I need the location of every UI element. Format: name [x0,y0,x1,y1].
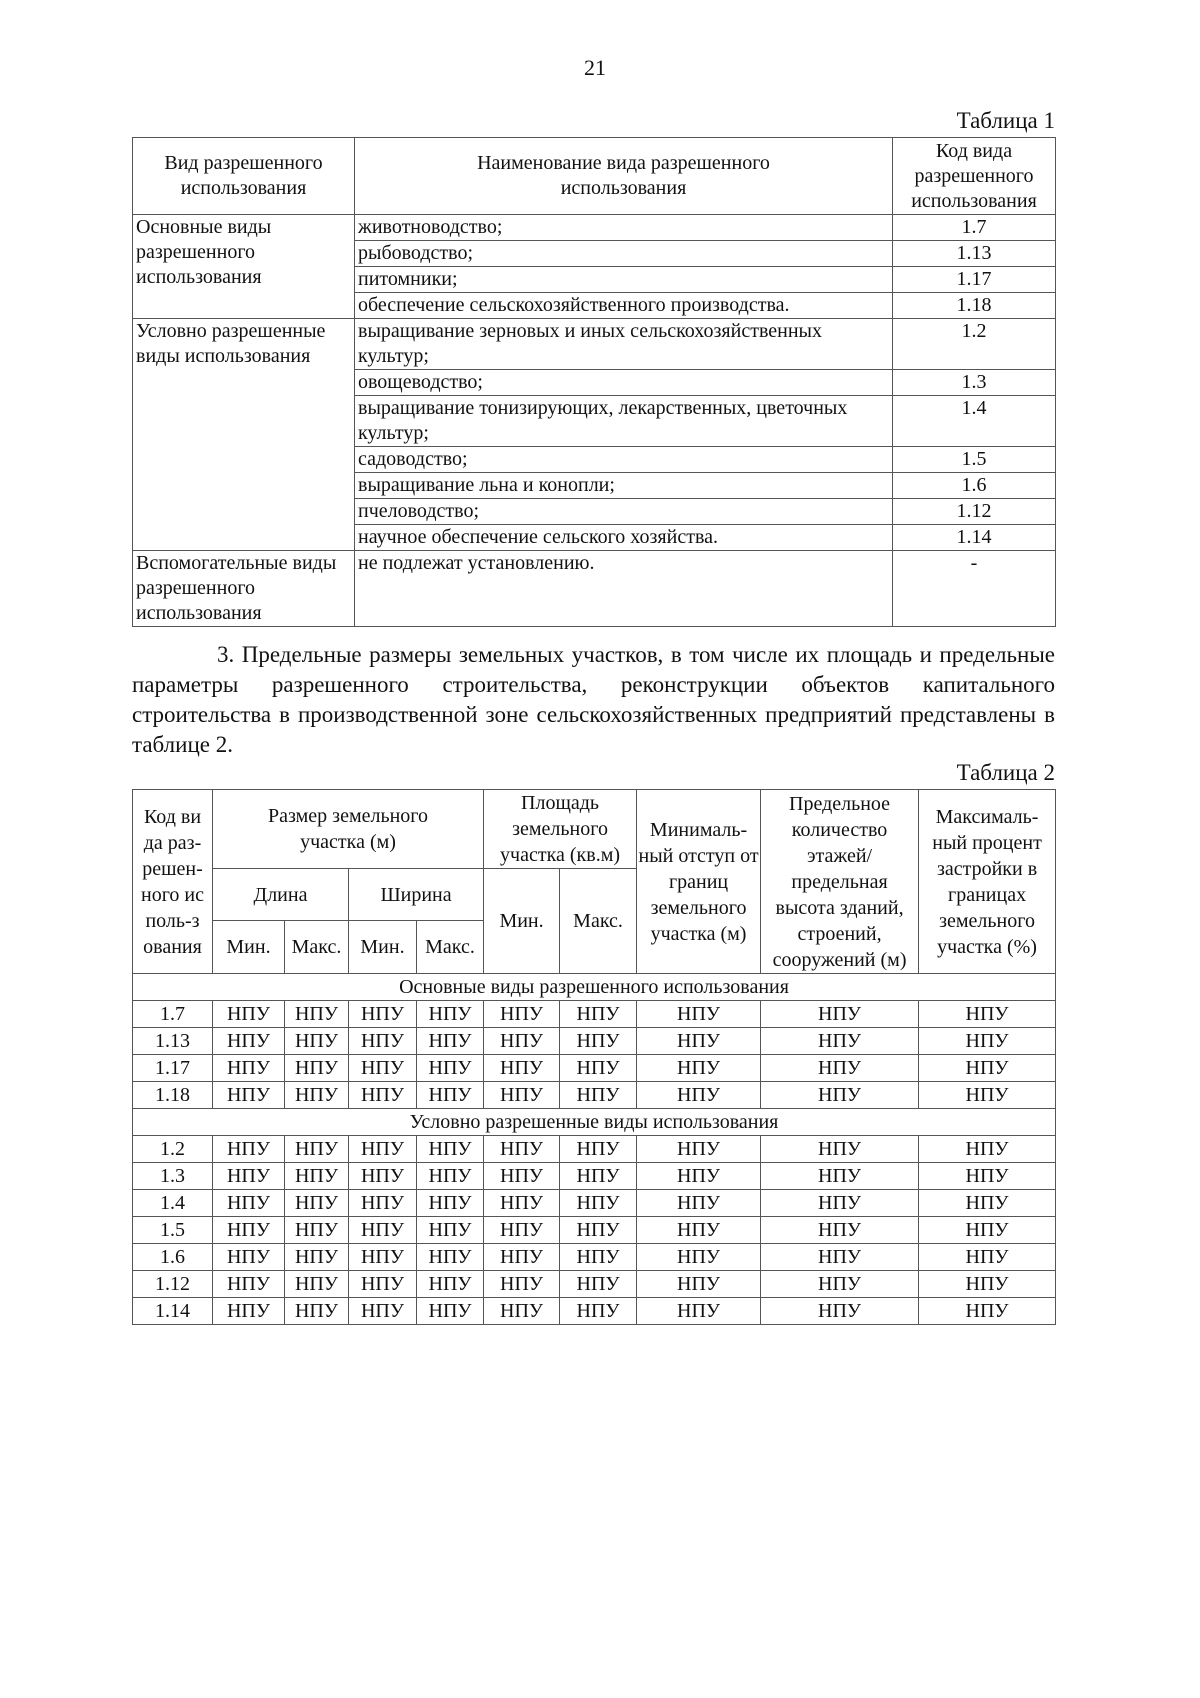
use-code: 1.17 [893,267,1056,293]
table-row [133,1190,1056,1217]
value-cell: НПУ [213,1298,285,1325]
header-length: Длина [213,869,349,921]
value-cell: НПУ [560,1001,637,1028]
group-label: Вспомогательные виды разрешенного использования [133,551,355,627]
value-cell: НПУ [285,1298,349,1325]
value-cell: НПУ [761,1163,919,1190]
value-cell: НПУ [349,1217,417,1244]
value-cell: НПУ [560,1271,637,1298]
use-code: 1.3 [893,370,1056,396]
value-cell: НПУ [919,1163,1056,1190]
value-cell: НПУ [285,1082,349,1109]
use-name: питомники; [355,267,893,293]
value-cell: НПУ [349,1001,417,1028]
use-code: - [893,551,1056,627]
header-width: Ширина [349,869,484,921]
table-row [133,1082,1056,1109]
value-cell: НПУ [761,1055,919,1082]
header-area-max: Макс. [560,869,637,974]
value-cell: НПУ [285,1190,349,1217]
value-cell: НПУ [417,1163,484,1190]
use-name: обеспечение сельскохозяйственного производства. [355,293,893,319]
header-length-min: Мин. [213,921,285,974]
value-cell: НПУ [560,1082,637,1109]
use-code-cell: 1.17 [133,1055,213,1082]
value-cell: НПУ [285,1055,349,1082]
value-cell: НПУ [417,1136,484,1163]
value-cell: НПУ [761,1244,919,1271]
value-cell: НПУ [349,1082,417,1109]
use-code-cell: 1.3 [133,1163,213,1190]
value-cell: НПУ [417,1298,484,1325]
use-name: не подлежат установлению. [355,551,893,627]
value-cell: НПУ [213,1244,285,1271]
value-cell: НПУ [637,1001,761,1028]
value-cell: НПУ [919,1028,1056,1055]
value-cell: НПУ [484,1190,560,1217]
table-row [133,1217,1056,1244]
value-cell: НПУ [285,1217,349,1244]
section-row [133,974,1056,1001]
use-code: 1.12 [893,499,1056,525]
value-cell: НПУ [919,1298,1056,1325]
use-name: выращивание зерновых и иных сельскохозяйственных культур; [355,319,893,370]
value-cell: НПУ [349,1271,417,1298]
value-cell: НПУ [919,1190,1056,1217]
use-code: 1.2 [893,319,1056,370]
value-cell: НПУ [484,1082,560,1109]
value-cell: НПУ [919,1217,1056,1244]
use-code-cell: 1.6 [133,1244,213,1271]
value-cell: НПУ [213,1136,285,1163]
header-floors: Предельное количество этажей/ предельная высота зданий, строений, сооружений (м) [761,790,919,974]
table-row [133,1271,1056,1298]
use-name: пчеловодство; [355,499,893,525]
value-cell: НПУ [213,1163,285,1190]
use-code: 1.6 [893,473,1056,499]
value-cell: НПУ [349,1244,417,1271]
use-code: 1.4 [893,396,1056,447]
use-code-cell: 1.4 [133,1190,213,1217]
header-use-code: Код вида разрешенного использования [893,138,1056,215]
permitted-use-table [132,137,1056,627]
use-code-cell: 1.12 [133,1271,213,1298]
value-cell: НПУ [919,1001,1056,1028]
value-cell: НПУ [285,1001,349,1028]
value-cell: НПУ [560,1136,637,1163]
value-cell: НПУ [417,1217,484,1244]
table-row [133,1055,1056,1082]
header-width-min: Мин. [349,921,417,974]
header-width-max: Макс. [417,921,484,974]
value-cell: НПУ [919,1271,1056,1298]
value-cell: НПУ [285,1136,349,1163]
use-code-cell: 1.7 [133,1001,213,1028]
value-cell: НПУ [560,1298,637,1325]
value-cell: НПУ [560,1190,637,1217]
table-row [133,1244,1056,1271]
value-cell: НПУ [560,1217,637,1244]
value-cell: НПУ [213,1217,285,1244]
header-area-min: Мин. [484,869,560,974]
value-cell: НПУ [560,1055,637,1082]
value-cell: НПУ [560,1028,637,1055]
table2-caption: Таблица 2 [956,760,1055,785]
header-use-name: Наименование вида разрешенного использования [355,138,893,215]
use-code-cell: 1.13 [133,1028,213,1055]
use-code: 1.5 [893,447,1056,473]
group-label: Основные виды разрешенного использования [133,215,355,319]
use-name: садоводство; [355,447,893,473]
value-cell: НПУ [919,1055,1056,1082]
table-row [133,319,1056,370]
value-cell: НПУ [761,1082,919,1109]
table-row [133,215,1056,241]
use-code-cell: 1.18 [133,1082,213,1109]
value-cell: НПУ [761,1217,919,1244]
value-cell: НПУ [637,1298,761,1325]
value-cell: НПУ [285,1271,349,1298]
value-cell: НПУ [285,1244,349,1271]
value-cell: НПУ [417,1055,484,1082]
value-cell: НПУ [349,1298,417,1325]
use-name: животноводство; [355,215,893,241]
value-cell: НПУ [637,1136,761,1163]
header-code: Код вида раз-решен-ного исполь-зования [133,790,213,974]
value-cell: НПУ [761,1136,919,1163]
value-cell: НПУ [417,1082,484,1109]
value-cell: НПУ [285,1028,349,1055]
value-cell: НПУ [484,1244,560,1271]
use-name: выращивание тонизирующих, лекарственных, цветочных культур; [355,396,893,447]
value-cell: НПУ [213,1001,285,1028]
value-cell: НПУ [417,1028,484,1055]
value-cell: НПУ [484,1028,560,1055]
value-cell: НПУ [919,1136,1056,1163]
value-cell: НПУ [637,1244,761,1271]
header-area: Площадь земельного участка (кв.м) [484,790,637,869]
value-cell: НПУ [637,1055,761,1082]
value-cell: НПУ [761,1028,919,1055]
table-row [133,1136,1056,1163]
value-cell: НПУ [417,1244,484,1271]
table-row [133,1028,1056,1055]
value-cell: НПУ [919,1082,1056,1109]
value-cell: НПУ [484,1271,560,1298]
section-label: Условно разрешенные виды использования [133,1109,1056,1136]
value-cell: НПУ [560,1244,637,1271]
value-cell: НПУ [484,1163,560,1190]
value-cell: НПУ [484,1001,560,1028]
header-size: Размер земельного участка (м) [213,790,484,869]
header-coverage: Максималь-ный процент застройки в границах земельного участка (%) [919,790,1056,974]
table-row [133,551,1056,627]
land-parameters-table [132,789,1056,1325]
section-label: Основные виды разрешенного использования [133,974,1056,1001]
table1-caption: Таблица 1 [956,108,1055,133]
table-row [133,1163,1056,1190]
value-cell: НПУ [484,1298,560,1325]
value-cell: НПУ [285,1163,349,1190]
use-name: овощеводство; [355,370,893,396]
use-code-cell: 1.14 [133,1298,213,1325]
value-cell: НПУ [560,1163,637,1190]
use-code: 1.18 [893,293,1056,319]
value-cell: НПУ [417,1001,484,1028]
group-label: Условно разрешенные виды использования [133,319,355,551]
value-cell: НПУ [637,1028,761,1055]
use-code: 1.7 [893,215,1056,241]
table-row [133,1298,1056,1325]
header-setback: Минималь-ный отступ от границ земельного участка (м) [637,790,761,974]
value-cell: НПУ [484,1136,560,1163]
value-cell: НПУ [637,1163,761,1190]
value-cell: НПУ [637,1082,761,1109]
value-cell: НПУ [484,1055,560,1082]
use-name: научное обеспечение сельского хозяйства. [355,525,893,551]
value-cell: НПУ [349,1055,417,1082]
use-code: 1.13 [893,241,1056,267]
paragraph-3: 3. Предельные размеры земельных участков, в том числе их площадь и предельные параметры разрешенного строительства, реконструкции объектов капитального строительства в производственной зоне сельскохозяйственных предприятий представлены в таблице 2. [132,642,1055,757]
value-cell: НПУ [213,1028,285,1055]
value-cell: НПУ [349,1028,417,1055]
use-code: 1.14 [893,525,1056,551]
value-cell: НПУ [637,1271,761,1298]
value-cell: НПУ [637,1217,761,1244]
value-cell: НПУ [761,1271,919,1298]
value-cell: НПУ [349,1190,417,1217]
use-code-cell: 1.5 [133,1217,213,1244]
use-name: выращивание льна и конопли; [355,473,893,499]
value-cell: НПУ [637,1190,761,1217]
value-cell: НПУ [417,1190,484,1217]
section-row [133,1109,1056,1136]
use-code-cell: 1.2 [133,1136,213,1163]
value-cell: НПУ [213,1271,285,1298]
value-cell: НПУ [213,1055,285,1082]
use-name: рыбоводство; [355,241,893,267]
value-cell: НПУ [349,1136,417,1163]
value-cell: НПУ [761,1001,919,1028]
page-number: 21 [584,55,606,80]
value-cell: НПУ [417,1271,484,1298]
value-cell: НПУ [213,1082,285,1109]
value-cell: НПУ [761,1190,919,1217]
value-cell: НПУ [919,1244,1056,1271]
header-use-type: Вид разрешенного использования [133,138,355,215]
value-cell: НПУ [213,1190,285,1217]
value-cell: НПУ [484,1217,560,1244]
value-cell: НПУ [349,1163,417,1190]
value-cell: НПУ [761,1298,919,1325]
header-length-max: Макс. [285,921,349,974]
table-row [133,1001,1056,1028]
